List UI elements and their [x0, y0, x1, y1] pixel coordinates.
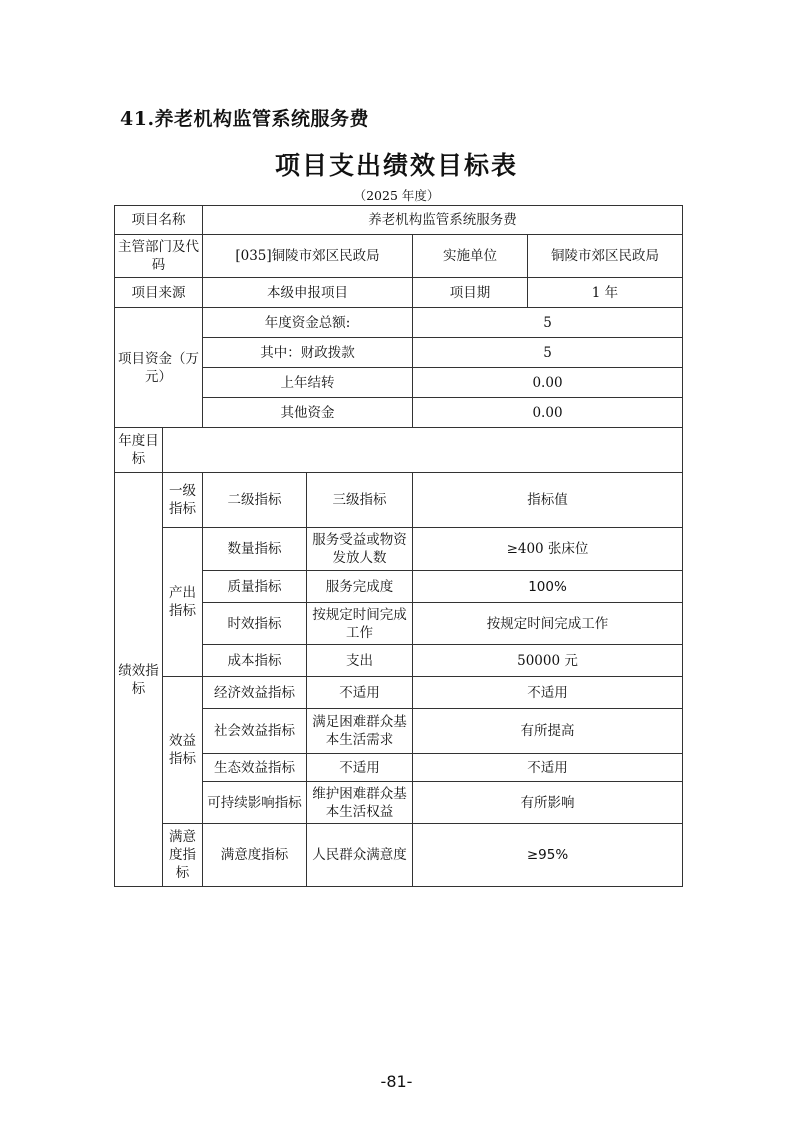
- table-row: [115, 235, 683, 278]
- table-row: [115, 473, 683, 528]
- table-title: 项目支出绩效目标表: [274, 151, 518, 180]
- header-level2: 二级指标: [203, 473, 307, 528]
- annual-goal-label: 年度目标: [115, 428, 163, 473]
- indicators-group-label: 绩效指标: [115, 473, 163, 887]
- table-row: [115, 528, 683, 571]
- carryover-value: 0.00: [413, 368, 683, 398]
- table-row: [115, 278, 683, 308]
- header-level3: 三级指标: [307, 473, 413, 528]
- period-value: 1 年: [528, 278, 683, 308]
- level3-cell: 按规定时间完成工作: [307, 603, 413, 645]
- annual-goal-value: [163, 428, 683, 473]
- impl-value: 铜陵市郊区民政局: [528, 235, 683, 278]
- value-cell: ≥95%: [413, 824, 683, 887]
- fiscal-funds-label: 其中：财政拨款: [203, 338, 413, 368]
- source-value: 本级申报项目: [203, 278, 413, 308]
- project-name-label: 项目名称: [115, 206, 203, 235]
- funds-label: 项目资金（万元）: [115, 308, 203, 428]
- other-funds-label: 其他资金: [203, 398, 413, 428]
- impl-label: 实施单位: [413, 235, 528, 278]
- output-indicator-label: 产出指标: [163, 528, 203, 677]
- total-funds-value: 5: [413, 308, 683, 338]
- value-cell: 100%: [413, 571, 683, 603]
- header-value: 指标值: [413, 473, 683, 528]
- value-cell: 50000 元: [413, 645, 683, 677]
- level2-cell: 成本指标: [203, 645, 307, 677]
- table-row: [115, 428, 683, 473]
- page-number: -81-: [380, 1072, 413, 1091]
- table-row: [115, 308, 683, 338]
- level3-cell: 满足困难群众基本生活需求: [307, 709, 413, 754]
- level2-cell: 质量指标: [203, 571, 307, 603]
- level3-cell: 人民群众满意度: [307, 824, 413, 887]
- value-cell: 有所影响: [413, 782, 683, 824]
- level3-cell: 支出: [307, 645, 413, 677]
- table-row: [115, 677, 683, 709]
- project-name-value: 养老机构监管系统服务费: [203, 206, 683, 235]
- header-level1: 一级指标: [163, 473, 203, 528]
- dept-value: [035]铜陵市郊区民政局: [203, 235, 413, 278]
- fiscal-year: （2025 年度）: [353, 188, 440, 203]
- table-row: [115, 206, 683, 235]
- level3-cell: 服务完成度: [307, 571, 413, 603]
- level2-cell: 生态效益指标: [203, 754, 307, 782]
- satisfaction-indicator-label: 满意度指标: [163, 824, 203, 887]
- value-cell: 不适用: [413, 677, 683, 709]
- other-funds-value: 0.00: [413, 398, 683, 428]
- performance-target-table: [114, 205, 683, 887]
- level3-cell: 不适用: [307, 754, 413, 782]
- level2-cell: 可持续影响指标: [203, 782, 307, 824]
- level3-cell: 服务受益或物资发放人数: [307, 528, 413, 571]
- table-row: [115, 824, 683, 887]
- level3-cell: 维护困难群众基本生活权益: [307, 782, 413, 824]
- total-funds-label: 年度资金总额:: [203, 308, 413, 338]
- level2-cell: 时效指标: [203, 603, 307, 645]
- fiscal-funds-value: 5: [413, 338, 683, 368]
- level2-cell: 满意度指标: [203, 824, 307, 887]
- level2-cell: 社会效益指标: [203, 709, 307, 754]
- level2-cell: 数量指标: [203, 528, 307, 571]
- level2-cell: 经济效益指标: [203, 677, 307, 709]
- source-label: 项目来源: [115, 278, 203, 308]
- period-label: 项目期: [413, 278, 528, 308]
- value-cell: 有所提高: [413, 709, 683, 754]
- carryover-label: 上年结转: [203, 368, 413, 398]
- section-heading: 41.养老机构监管系统服务费: [120, 108, 370, 130]
- dept-label: 主管部门及代码: [115, 235, 203, 278]
- benefit-indicator-label: 效益指标: [163, 677, 203, 824]
- value-cell: ≥400 张床位: [413, 528, 683, 571]
- value-cell: 不适用: [413, 754, 683, 782]
- level3-cell: 不适用: [307, 677, 413, 709]
- value-cell: 按规定时间完成工作: [413, 603, 683, 645]
